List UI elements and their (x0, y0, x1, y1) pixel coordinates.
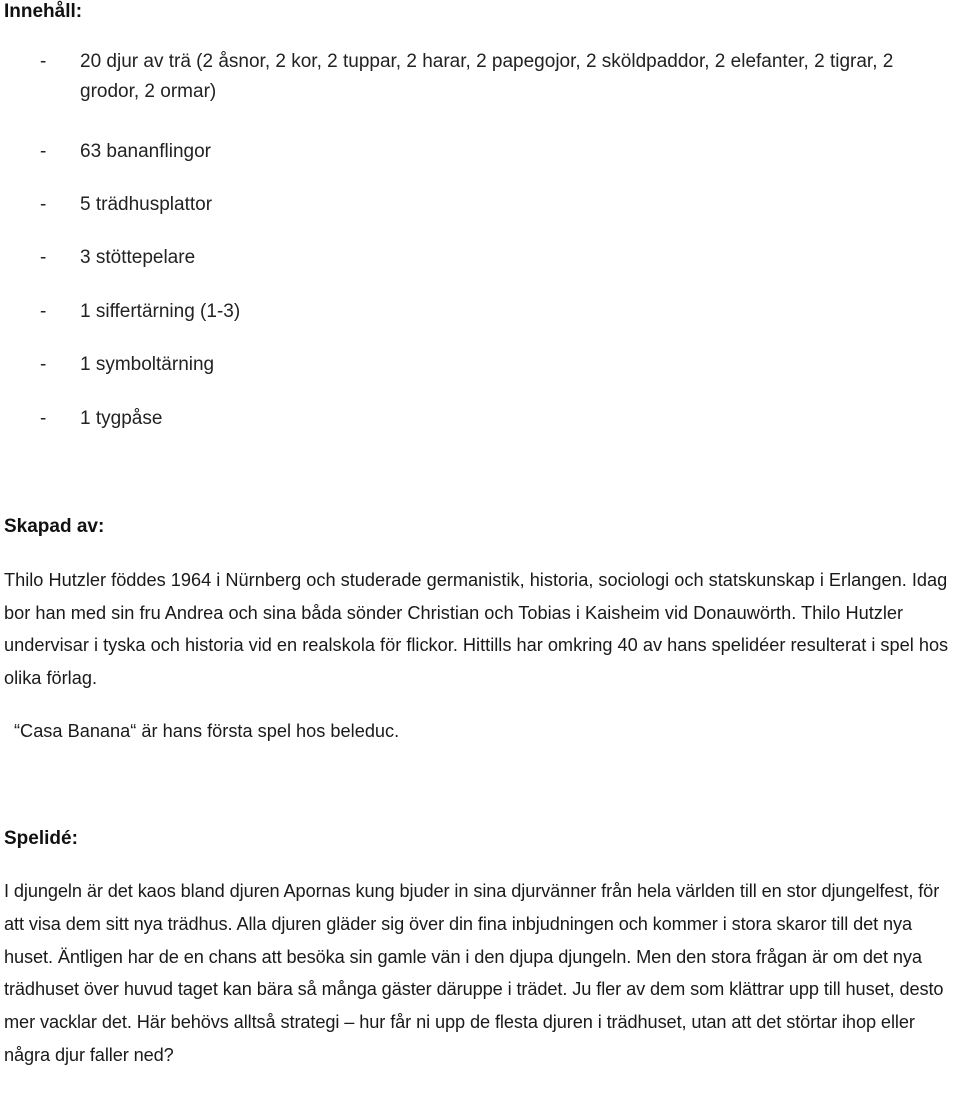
list-item (40, 404, 920, 434)
contents-heading: Innehåll: (4, 1, 83, 22)
list-item (40, 47, 920, 107)
idea-paragraph: I djungeln är det kaos bland djuren Apornas kung bjuder in sina djurvänner från hela världen till en stor djungelfest, för att visa dem sitt nya trädhus. Alla djuren gläder sig över din fina inbjudningen och kommer i stora skaror till det nya huset. Äntligen har de en chans att besöka sin gamle vän i den djupa djungeln. Men den stora frågan är om det nya trädhuset över huvud taget kan bära så många gäster däruppe i trädet. Ju fler av dem som klättrar upp till huset, desto mer vacklar det. Här behövs alltså strategi – hur får ni upp de flesta djuren i trädhuset, utan att det störtar ihop eller några djur faller ned? (4, 881, 944, 1065)
list-dash: - (40, 194, 47, 215)
author-paragraph: Thilo Hutzler föddes 1964 i Nürnberg och studerade germanistik, historia, sociologi och statskunskap i Erlangen. Idag bor han med sin fru Andrea och sina båda sönder Christian och Tobias i Kaisheim vid Donauwörth. Thilo Hutzler undervisar i tyska och historia vid en realskola för flickor. Hittills har omkring 40 av hans spelidéer resulterat i spel hos olika förlag. (4, 570, 949, 688)
list-item (40, 137, 920, 167)
list-item-text: 5 trädhusplattor (80, 194, 213, 215)
list-item (40, 350, 920, 380)
author-heading: Skapad av: (4, 516, 105, 537)
list-item (40, 190, 920, 220)
list-dash: - (40, 301, 47, 322)
list-dash: - (40, 354, 47, 375)
list-item-text: 3 stöttepelare (80, 247, 196, 268)
list-item-text: 1 tygpåse (80, 408, 163, 429)
author-quote: “Casa Banana“ är hans första spel hos beleduc. (14, 721, 400, 741)
list-item-text: 1 symboltärning (80, 354, 215, 375)
list-dash: - (40, 408, 47, 429)
list-dash: - (40, 247, 47, 268)
list-dash: - (40, 141, 47, 162)
list-item (40, 297, 920, 327)
list-item (40, 243, 920, 273)
list-item-text: 1 siffertärning (1-3) (80, 301, 241, 322)
list-item-text: 20 djur av trä (2 åsnor, 2 kor, 2 tuppar, 2 harar, 2 papegojor, 2 sköldpaddor, 2 elefanter, 2 tigrar, 2 grodor, 2 ormar) (80, 51, 894, 102)
idea-heading: Spelidé: (4, 828, 78, 849)
list-item-text: 63 bananflingor (80, 141, 211, 162)
list-dash: - (40, 51, 47, 72)
